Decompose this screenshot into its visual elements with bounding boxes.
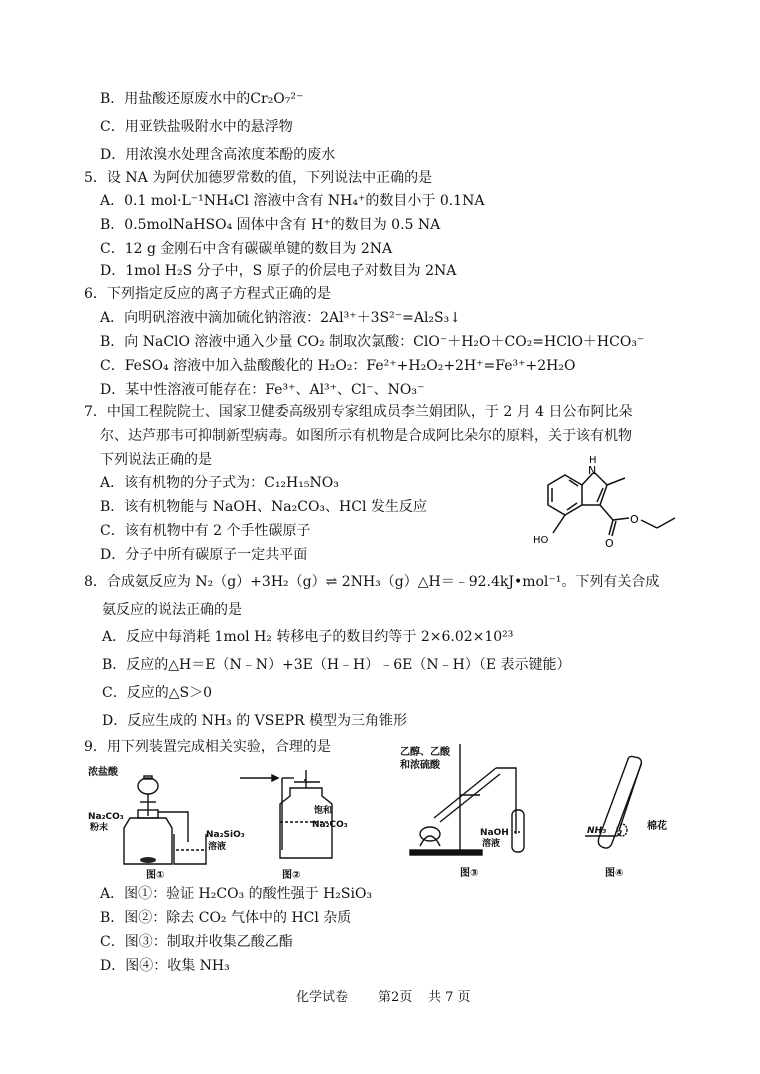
struct-n-label: N [588, 464, 597, 477]
q8-option-b: B．反应的△H＝E（N﹣N）+3E（H﹣H）﹣6E（N﹣H）（E 表示键能） [102, 657, 571, 673]
fig4-caption: 图④ [605, 868, 624, 879]
fig2-na2co3-label: Na₂CO₃ [312, 820, 348, 830]
fig1-powder-label: 粉末 [90, 823, 109, 833]
fig3-caption: 图③ [460, 868, 479, 879]
fig1-solution-label: 溶液 [208, 842, 227, 852]
fig1-na2sio3-label: Na₂SiO₃ [206, 830, 245, 840]
q6-option-c: C．FeSO₄ 溶液中加入盐酸酸化的 H₂O₂：Fe²⁺+H₂O₂+2H⁺=Fe³⁺+2H₂O [100, 358, 576, 374]
q5-option-b: B．0.5molNaHSO₄ 固体中含有 H⁺的数目为 0.5 NA [100, 217, 441, 233]
q8-stem-line2: 氨反应的说法正确的是 [102, 602, 242, 618]
figure-3-apparatus [400, 740, 550, 880]
q9-option-d: D．图④：收集 NH₃ [100, 958, 230, 974]
q8-option-a: A．反应中每消耗 1mol H₂ 转移电子的数目约等于 2×6.02×10²³ [102, 629, 514, 645]
q9-option-c: C．图③：制取并收集乙酸乙酯 [100, 934, 293, 950]
fig3-solution-label: 溶液 [482, 839, 501, 849]
q9-option-a: A．图①：验证 H₂CO₃ 的酸性强于 H₂SiO₃ [100, 886, 373, 902]
q9-option-b: B．图②：除去 CO₂ 气体中的 HCl 杂质 [100, 910, 352, 926]
struct-ho-label: HO [533, 535, 549, 546]
footer-total-pages: 共 7 页 [428, 990, 471, 1005]
footer-subject: 化学试卷 [296, 990, 349, 1005]
q7-option-a: A．该有机物的分子式为：C₁₂H₁₅NO₃ [100, 475, 339, 491]
fig3-reagent-label-1: 乙醇、乙酸 [400, 747, 450, 758]
q7-stem-line1: 7．中国工程院院士、国家卫健委高级别专家组成员李兰娟团队，于 2 月 4 日公布阿比朵 [84, 404, 633, 420]
q5-option-a: A．0.1 mol·L⁻¹NH₄Cl 溶液中含有 NH₄⁺的数目小于 0.1NA [100, 193, 485, 209]
q7-option-d: D．分子中所有碳原子一定共平面 [100, 547, 308, 563]
fig4-nh3-label: NH₃ [587, 826, 607, 836]
struct-o-ester-label: O [630, 513, 639, 526]
figure-2-apparatus [238, 766, 348, 881]
fig3-naoh-label: NaOH [480, 828, 509, 838]
q6-option-a: A．向明矾溶液中滴加硫化钠溶液：2Al³⁺＋3S²⁻=Al₂S₃↓ [100, 310, 461, 326]
molecule-structure [525, 450, 695, 555]
q7-stem-line2: 尔、达芦那韦可抑制新型病毒。如图所示有机物是合成阿比朵尔的原料，关于该有机物 [100, 428, 632, 444]
q6-option-d: D．某中性溶液可能存在：Fe³⁺、Al³⁺、Cl⁻、NO₃⁻ [100, 382, 425, 398]
fig2-saturated-label: 饱和 [314, 806, 333, 816]
fig1-caption: 图① [146, 870, 165, 881]
q8-option-d: D．反应生成的 NH₃ 的 VSEPR 模型为三角锥形 [102, 713, 407, 729]
struct-o-carbonyl-label: O [605, 537, 614, 550]
q7-option-b: B．该有机物能与 NaOH、Na₂CO₃、HCl 发生反应 [100, 499, 427, 515]
fig4-cotton-label: 棉花 [647, 821, 667, 832]
fig1-acid-label: 浓盐酸 [88, 767, 118, 778]
q7-stem-line3: 下列说法正确的是 [100, 452, 212, 468]
fig1-na2co3-label: Na₂CO₃ [88, 812, 124, 822]
q4-option-b: B．用盐酸还原废水中的Cr₂O₇²⁻ [100, 91, 304, 107]
q6-option-b: B．向 NaClO 溶液中通入少量 CO₂ 制取次氯酸：ClO⁻＋H₂O＋CO₂=HClO＋HCO₃⁻ [100, 334, 645, 350]
footer-page-number: 第2页 [378, 990, 413, 1005]
figure-1-apparatus [88, 766, 245, 881]
q8-option-c: C．反应的△S＞0 [102, 685, 212, 701]
q5-option-c: C．12 g 金刚石中含有碳碳单键的数目为 2NA [100, 241, 393, 257]
struct-h-label: H [589, 455, 597, 466]
fig3-reagent-label-2: 和浓硫酸 [400, 760, 440, 771]
q4-option-d: D．用浓溴水处理含高浓度苯酚的废水 [100, 147, 336, 163]
q8-stem-line1: 8．合成氨反应为 N₂（g）+3H₂（g）⇌ 2NH₃（g）△H＝﹣92.4kJ•mol⁻¹。下列有关合成 [84, 574, 660, 590]
q5-option-d: D．1mol H₂S 分子中，S 原子的价层电子对数目为 2NA [100, 263, 457, 279]
q5-stem: 5．设 NA 为阿伏加德罗常数的值，下列说法中正确的是 [84, 170, 433, 186]
q4-option-c: C．用亚铁盐吸附水中的悬浮物 [100, 119, 293, 135]
q7-option-c: C．该有机物中有 2 个手性碳原子 [100, 523, 311, 539]
figure-4-apparatus [585, 752, 695, 880]
q6-stem: 6．下列指定反应的离子方程式正确的是 [84, 286, 331, 302]
q9-stem: 9．用下列装置完成相关实验，合理的是 [84, 739, 331, 755]
fig2-caption: 图② [282, 870, 301, 881]
